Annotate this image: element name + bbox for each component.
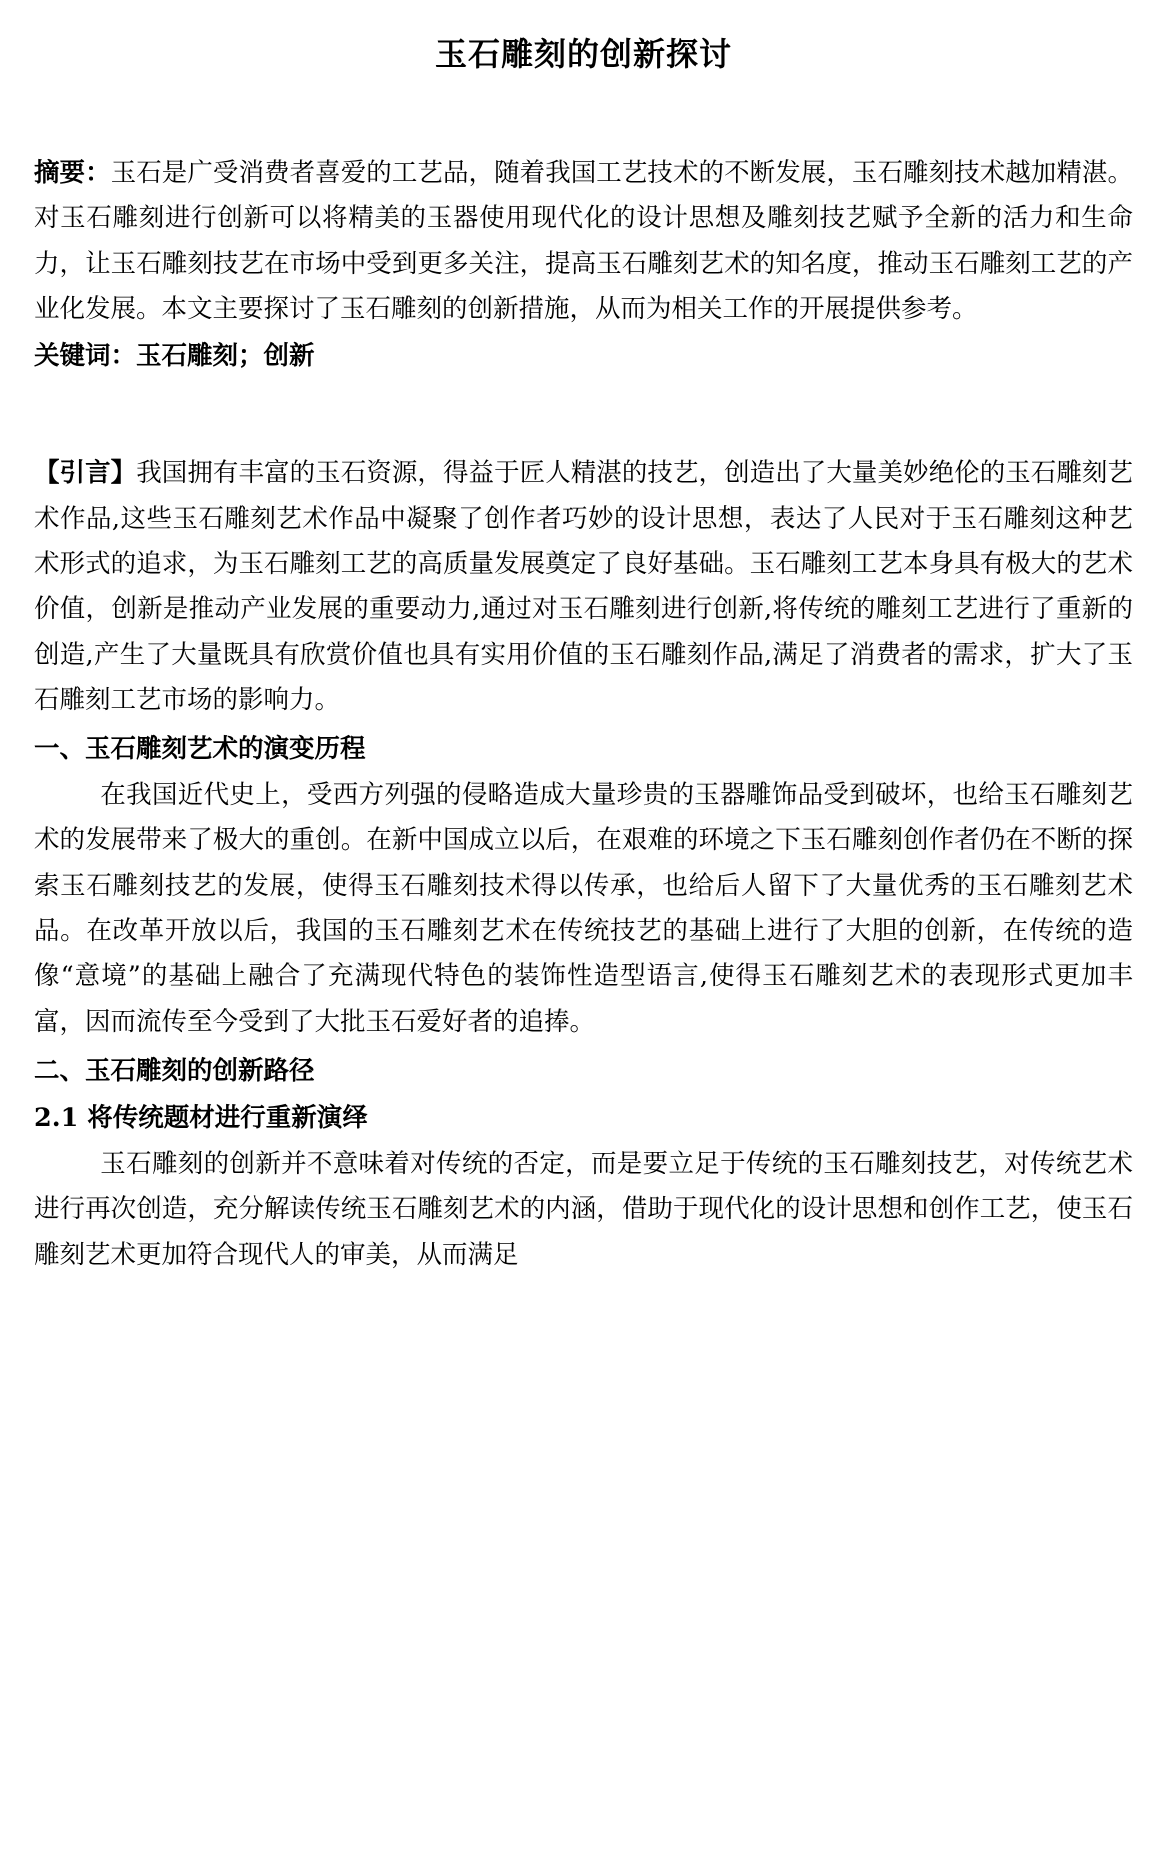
- keywords-text: 玉石雕刻；创新: [136, 341, 315, 372]
- section-body-2: 玉石雕刻的创新并不意味着对传统的否定，而是要立足于传统的玉石雕刻技艺，对传统艺术进行再次创造，充分解读传统玉石雕刻艺术的内涵，借助于现代化的设计思想和创作工艺，使玉石雕刻艺术更加符合现代人的审美，从而满足: [34, 1148, 1133, 1270]
- abstract-paragraph: [34, 151, 1133, 333]
- section-heading-1: 一、玉石雕刻艺术的演变历程: [34, 734, 366, 765]
- introduction-paragraph: [34, 451, 1133, 723]
- section-subheading-2-1: 2.1 将传统题材进行重新演绎: [34, 1103, 368, 1134]
- introduction-text: 我国拥有丰富的玉石资源，得益于匠人精湛的技艺，创造出了大量美妙绝伦的玉石雕刻艺术作品,这些玉石雕刻艺术作品中凝聚了创作者巧妙的设计思想，表达了人民对于玉石雕刻这种艺术形式的追求，为玉石雕刻工艺的高质量发展奠定了良好基础。玉石雕刻工艺本身具有极大的艺术价值，创新是推动产业发展的重要动力,通过对玉石雕刻进行创新,将传统的雕刻工艺进行了重新的创造,产生了大量既具有欣赏价值也具有实用价值的玉石雕刻作品,满足了消费者的需求，扩大了玉石雕刻工艺市场的影响力。: [34, 458, 1133, 716]
- section-body-1: 在我国近代史上，受西方列强的侵略造成大量珍贵的玉器雕饰品受到破坏，也给玉石雕刻艺术的发展带来了极大的重创。在新中国成立以后，在艰难的环境之下玉石雕刻创作者仍在不断的探索玉石雕刻技艺的发展，使得玉石雕刻技术得以传承，也给后人留下了大量优秀的玉石雕刻艺术品。在改革开放以后，我国的玉石雕刻艺术在传统技艺的基础上进行了大胆的创新，在传统的造像“意境”的基础上融合了充满现代特色的装饰性造型语言,使得玉石雕刻艺术的表现形式更加丰富，因而流传至今受到了大批玉石爱好者的追捧。: [34, 779, 1133, 1037]
- keywords-paragraph: [34, 334, 1133, 379]
- abstract-label: 摘要：: [34, 157, 111, 188]
- section-heading-2: 二、玉石雕刻的创新路径: [34, 1056, 315, 1087]
- title-spacer: [34, 77, 1133, 151]
- keywords-label: 关键词：: [34, 341, 137, 372]
- section-spacer: [34, 405, 1133, 451]
- abstract-text: 玉石是广受消费者喜爱的工艺品，随着我国工艺技术的不断发展，玉石雕刻技术越加精湛。对玉石雕刻进行创新可以将精美的玉器使用现代化的设计思想及雕刻技艺赋予全新的活力和生命力，让玉石雕刻技艺在市场中受到更多关注，提高玉石雕刻艺术的知名度，推动玉石雕刻工艺的产业化发展。本文主要探讨了玉石雕刻的创新措施，从而为相关工作的开展提供参考。: [34, 157, 1133, 324]
- page-title: 玉石雕刻的创新探讨: [434, 35, 732, 73]
- introduction-label: 【引言】: [34, 458, 137, 489]
